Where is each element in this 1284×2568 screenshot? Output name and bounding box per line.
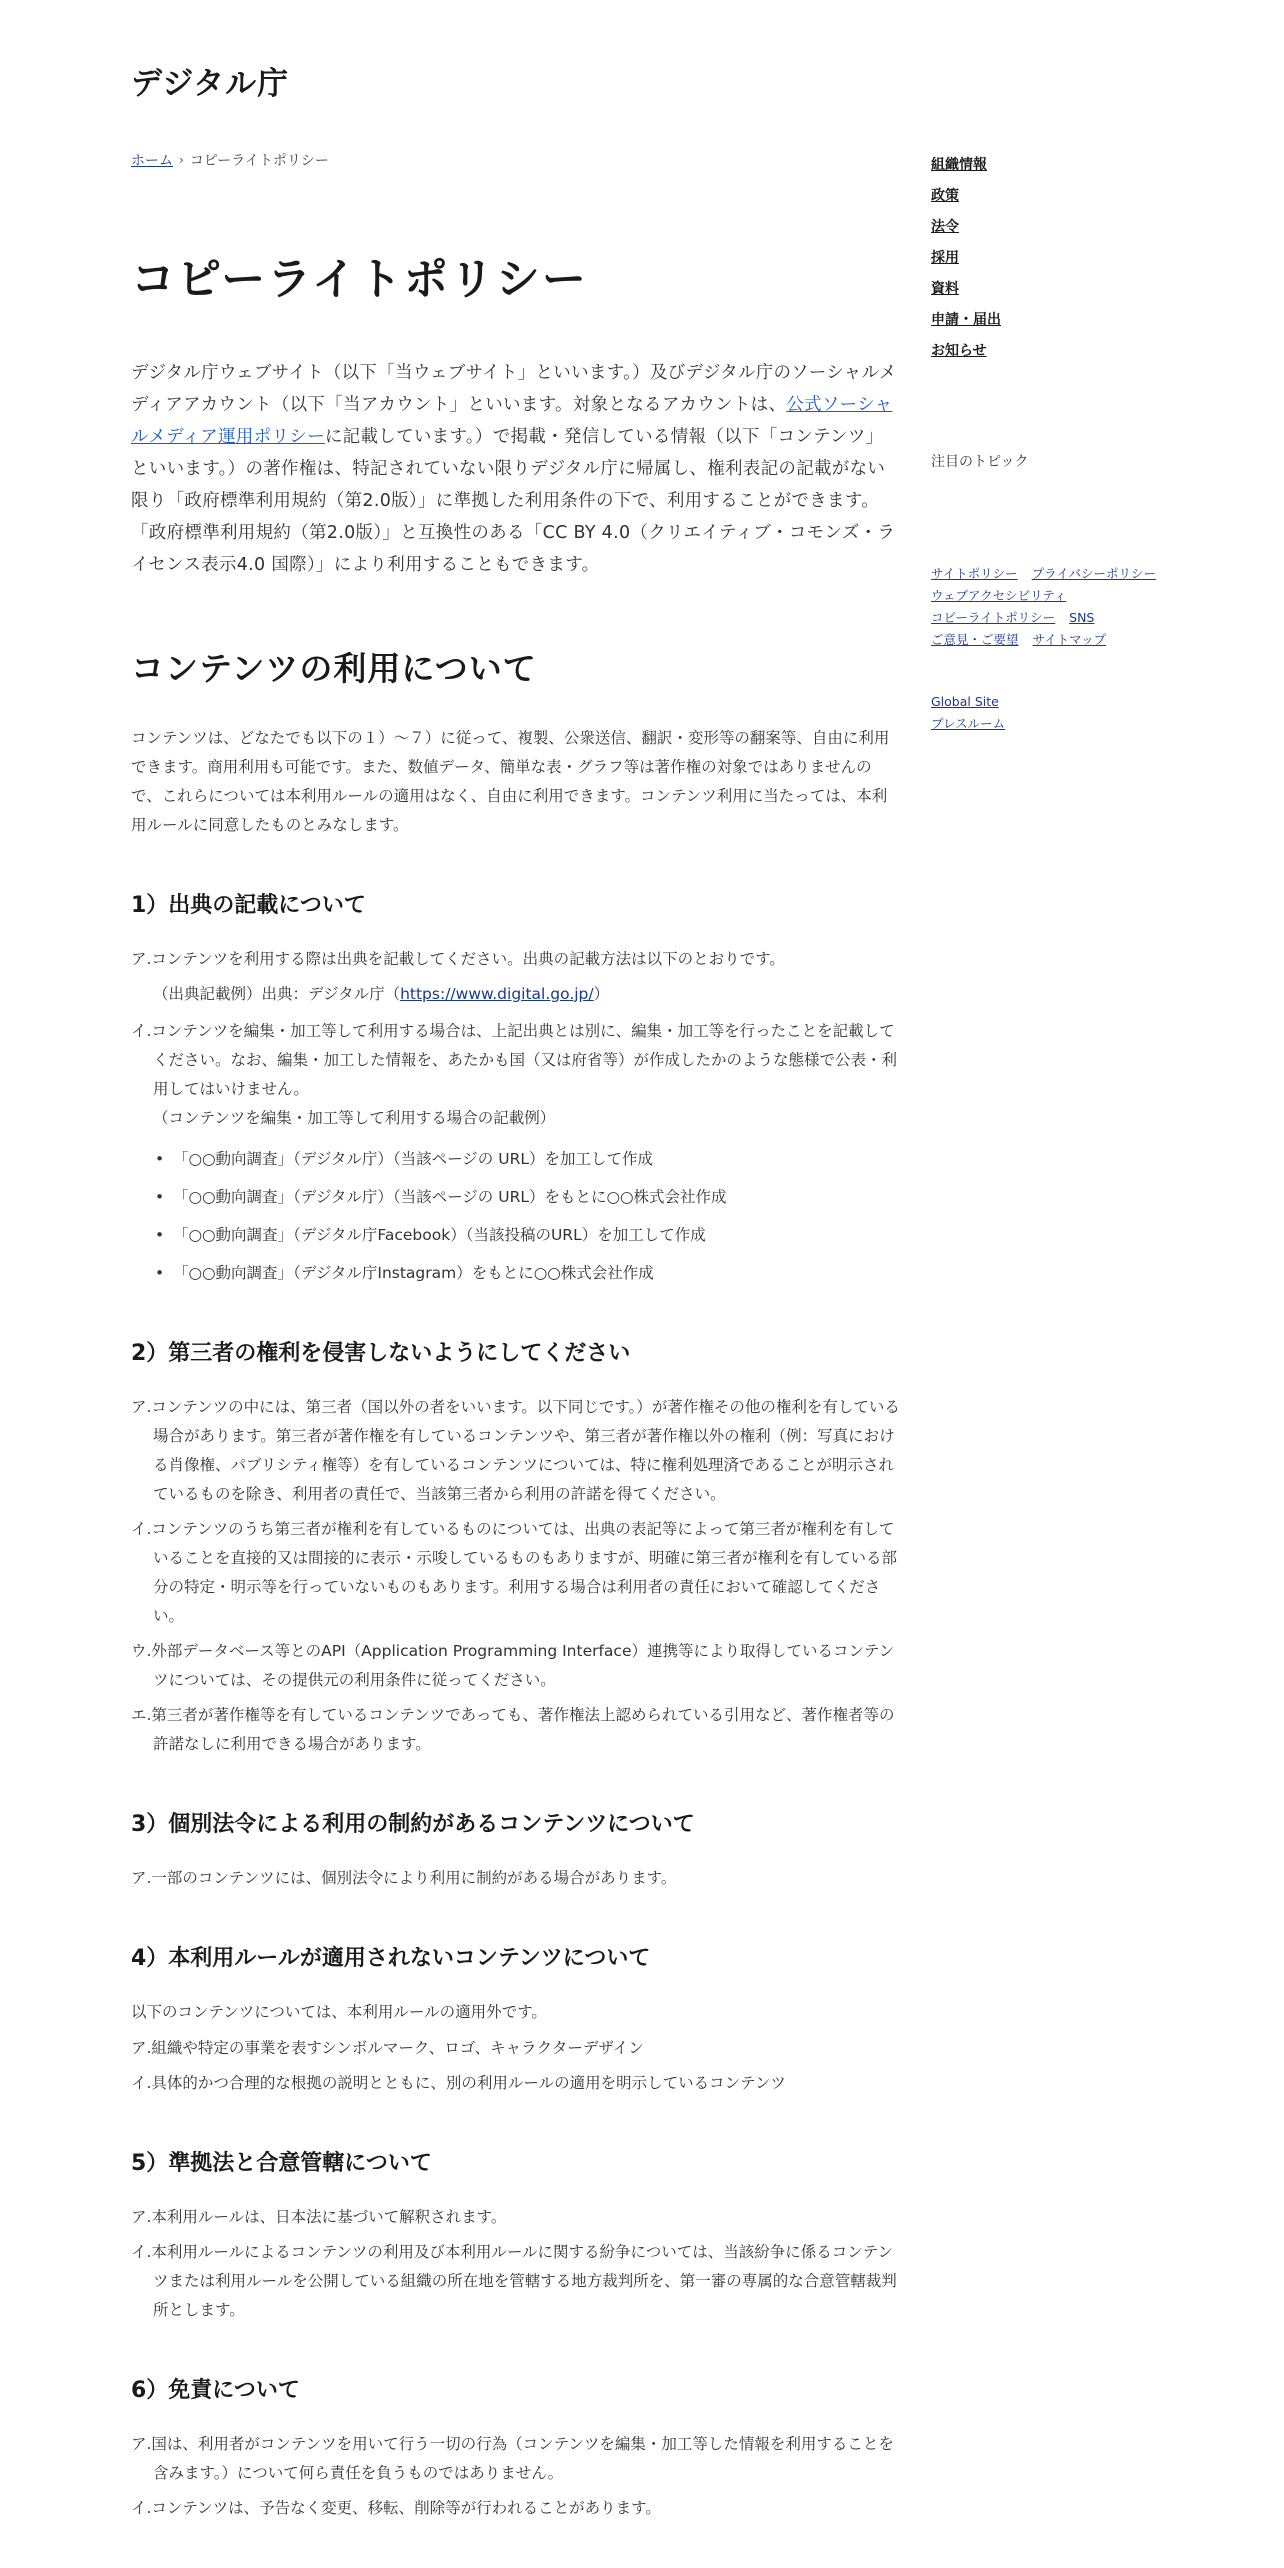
nav-item-laws[interactable]: 法令 (931, 219, 959, 235)
sidebar (931, 150, 1231, 735)
section-1-item-i: イ.コンテンツを編集・加工等して利用する場合は、上記出典とは別に、編集・加工等を行ったことを記載してください。なお、編集・加工した情報を、あたかも国（又は府省等）が作成したかのような態様で公表・利用してはいけません。 (131, 1021, 898, 1098)
nav-item-policy[interactable]: 政策 (931, 188, 959, 204)
feedback-link[interactable]: ご意見・ご要望 (931, 632, 1019, 647)
section-4-lead: 以下のコンテンツについては、本利用ルールの適用外です。 (131, 2002, 547, 2021)
nav-item-resources[interactable]: 資料 (931, 281, 959, 297)
section-2-item-i: イ.コンテンツのうち第三者が権利を有しているものについては、出典の表記等によって第三者が権利を有していることを直接的又は間接的に表示・示唆しているものもありますが、明確に第三者が権利を有している部分の特定・明示等を行っていないものもあります。利用する場合は利用者の責任において確認してください。 (131, 1519, 898, 1625)
breadcrumb-home-link[interactable]: ホーム (131, 153, 173, 169)
page-intro (131, 357, 901, 581)
section-5-title: 5）準拠法と合意管轄について (131, 2150, 432, 2176)
section-4-item-a: ア.組織や特定の事業を表すシンボルマーク、ロゴ、キャラクターデザイン (131, 2038, 644, 2057)
social-media-policy-link[interactable]: 公式ソーシャルメディア運用ポリシー (131, 394, 893, 447)
nav-item-recruit[interactable]: 採用 (931, 250, 959, 266)
page-title: コピーライトポリシー (131, 254, 588, 305)
sitemap-link[interactable]: サイトマップ (1032, 632, 1107, 647)
breadcrumb (131, 150, 901, 170)
section-6-title: 6）免責について (131, 2377, 300, 2403)
section-6-item-i: イ.コンテンツは、予告なく変更、移転、削除等が行われることがあります。 (131, 2498, 661, 2517)
section-4-title: 4）本利用ルールが適用されないコンテンツについて (131, 1945, 651, 1971)
section-2-title: 2）第三者の権利を侵害しないようにしてください (131, 1340, 631, 1366)
list-item: • 「○○動向調査」（デジタル庁Instagram）をもとに○○株式会社作成 (155, 1259, 901, 1288)
section-2-item-e: エ.第三者が著作権等を有しているコンテンツであっても、著作権法上認められている引用など、著作権者等の許諾なしに利用できる場合があります。 (131, 1705, 895, 1753)
press-room-link[interactable]: プレスルーム (931, 716, 1006, 731)
main-content (131, 150, 901, 2529)
section-3-item-a: ア.一部のコンテンツには、個別法令により利用に制約がある場合があります。 (131, 1868, 677, 1887)
digital-go-jp-link[interactable]: https://www.digital.go.jp/ (400, 984, 594, 1003)
section-3-title: 3）個別法令による利用の制約があるコンテンツについて (131, 1811, 695, 1837)
section-5-item-i: イ.本利用ルールによるコンテンツの利用及び本利用ルールに関する紛争については、当該紛争に係るコンテンツまたは利用ルールを公開している組織の所在地を管轄する地方裁判所を、第一審の専属的な合意管轄裁判所とします。 (131, 2242, 897, 2319)
intro-text-2: に記載しています。）で掲載・発信している情報（以下「コンテンツ」といいます。）の著作権は、特記されていない限りデジタル庁に帰属し、権利表記の記載がない限り「政府標準利用規約（第2.0版）」に準拠した利用条件の下で、利用することができます。「政府標準利用規約（第2.0版）」と互換性のある「CC BY 4.0（クリエイティブ・コモンズ・ライセンス表示4.0 国際）」により利用することもできます。 (131, 426, 896, 575)
content-use-intro: コンテンツは、どなたでも以下の１）～７）に従って、複製、公衆送信、翻訳・変形等の翻案等、自由に利用できます。商用利用も可能です。また、数値データ、簡単な表・グラフ等は著作権の対象ではありませんので、これらについては本利用ルールの適用はなく、自由に利用できます。コンテンツ利用に当たっては、本利用ルールに同意したものとみなします。 (131, 728, 890, 834)
section-1-title: 1）出典の記載について (131, 892, 366, 918)
intro-text-1: デジタル庁ウェブサイト（以下「当ウェブサイト」といいます。）及びデジタル庁のソーシャルメディアアカウント（以下「当アカウント」といいます。対象となるアカウントは、 (131, 362, 897, 415)
footer-links (931, 563, 1231, 651)
sns-link[interactable]: SNS (1069, 610, 1095, 625)
privacy-policy-link[interactable]: プライバシーポリシー (1031, 566, 1157, 581)
section-1-examples-list (131, 1145, 901, 1288)
section-6-item-a: ア.国は、利用者がコンテンツを用いて行う一切の行為（コンテンツを編集・加工等した情報を利用することを含みます。）について何ら責任を負うものではありません。 (131, 2434, 894, 2482)
section-1-example-heading: （コンテンツを編集・加工等して利用する場合の記載例） (153, 1108, 556, 1127)
nav-item-organization[interactable]: 組織情報 (931, 157, 987, 173)
section-4-item-i: イ.具体的かつ合理的な根拠の説明とともに、別の利用ルールの適用を明示しているコンテンツ (131, 2073, 786, 2092)
global-site-link[interactable]: Global Site (931, 694, 999, 709)
list-item: • 「○○動向調査」（デジタル庁）（当該ページの URL）を加工して作成 (155, 1145, 901, 1174)
nav-item-news[interactable]: お知らせ (931, 343, 987, 359)
content-use-heading: コンテンツの利用について (131, 648, 537, 688)
list-item: • 「○○動向調査」（デジタル庁）（当該ページの URL）をもとに○○株式会社作成 (155, 1183, 901, 1212)
site-logo[interactable]: デジタル庁 (131, 66, 290, 102)
nav-item-applications[interactable]: 申請・届出 (931, 312, 1001, 328)
section-2-item-u: ウ.外部データベース等とのAPI（Application Programming Interface）連携等により取得しているコンテンツについては、その提供元の利用条件に従ってください。 (131, 1641, 895, 1689)
list-item: • 「○○動向調査」（デジタル庁Facebook）（当該投稿のURL）を加工して作成 (155, 1221, 901, 1250)
section-2-item-a: ア.コンテンツの中には、第三者（国以外の者をいいます。以下同じです。）が著作権その他の権利を有している場合があります。第三者が著作権を有しているコンテンツや、第三者が著作権以外の権利（例：写真における肖像権、パブリシティ権等）を有しているコンテンツについては、特に権利処理済であることが明示されているものを除き、利用者の責任で、当該第三者から利用の許諾を得てください。 (131, 1397, 900, 1503)
global-nav (931, 150, 1231, 367)
web-accessibility-link[interactable]: ウェブアクセシビリティ (931, 588, 1067, 603)
section-1-example (131, 980, 901, 1009)
breadcrumb-current: コピーライトポリシー (189, 153, 329, 169)
section-1-item-a: ア.コンテンツを利用する際は出典を記載してください。出典の記載方法は以下のとおりです。 (131, 949, 785, 968)
extra-links (931, 691, 1231, 735)
site-policy-link[interactable]: サイトポリシー (931, 566, 1018, 581)
copyright-policy-link[interactable]: コピーライトポリシー (931, 610, 1056, 625)
section-5-item-a: ア.本利用ルールは、日本法に基づいて解釈されます。 (131, 2207, 507, 2226)
example-suffix: ） (593, 984, 610, 1003)
topic-label: 注目のトピック (931, 454, 1029, 470)
example-prefix: （出典記載例）出典：デジタル庁（ (153, 984, 401, 1003)
chevron-right-icon: › (179, 153, 184, 167)
